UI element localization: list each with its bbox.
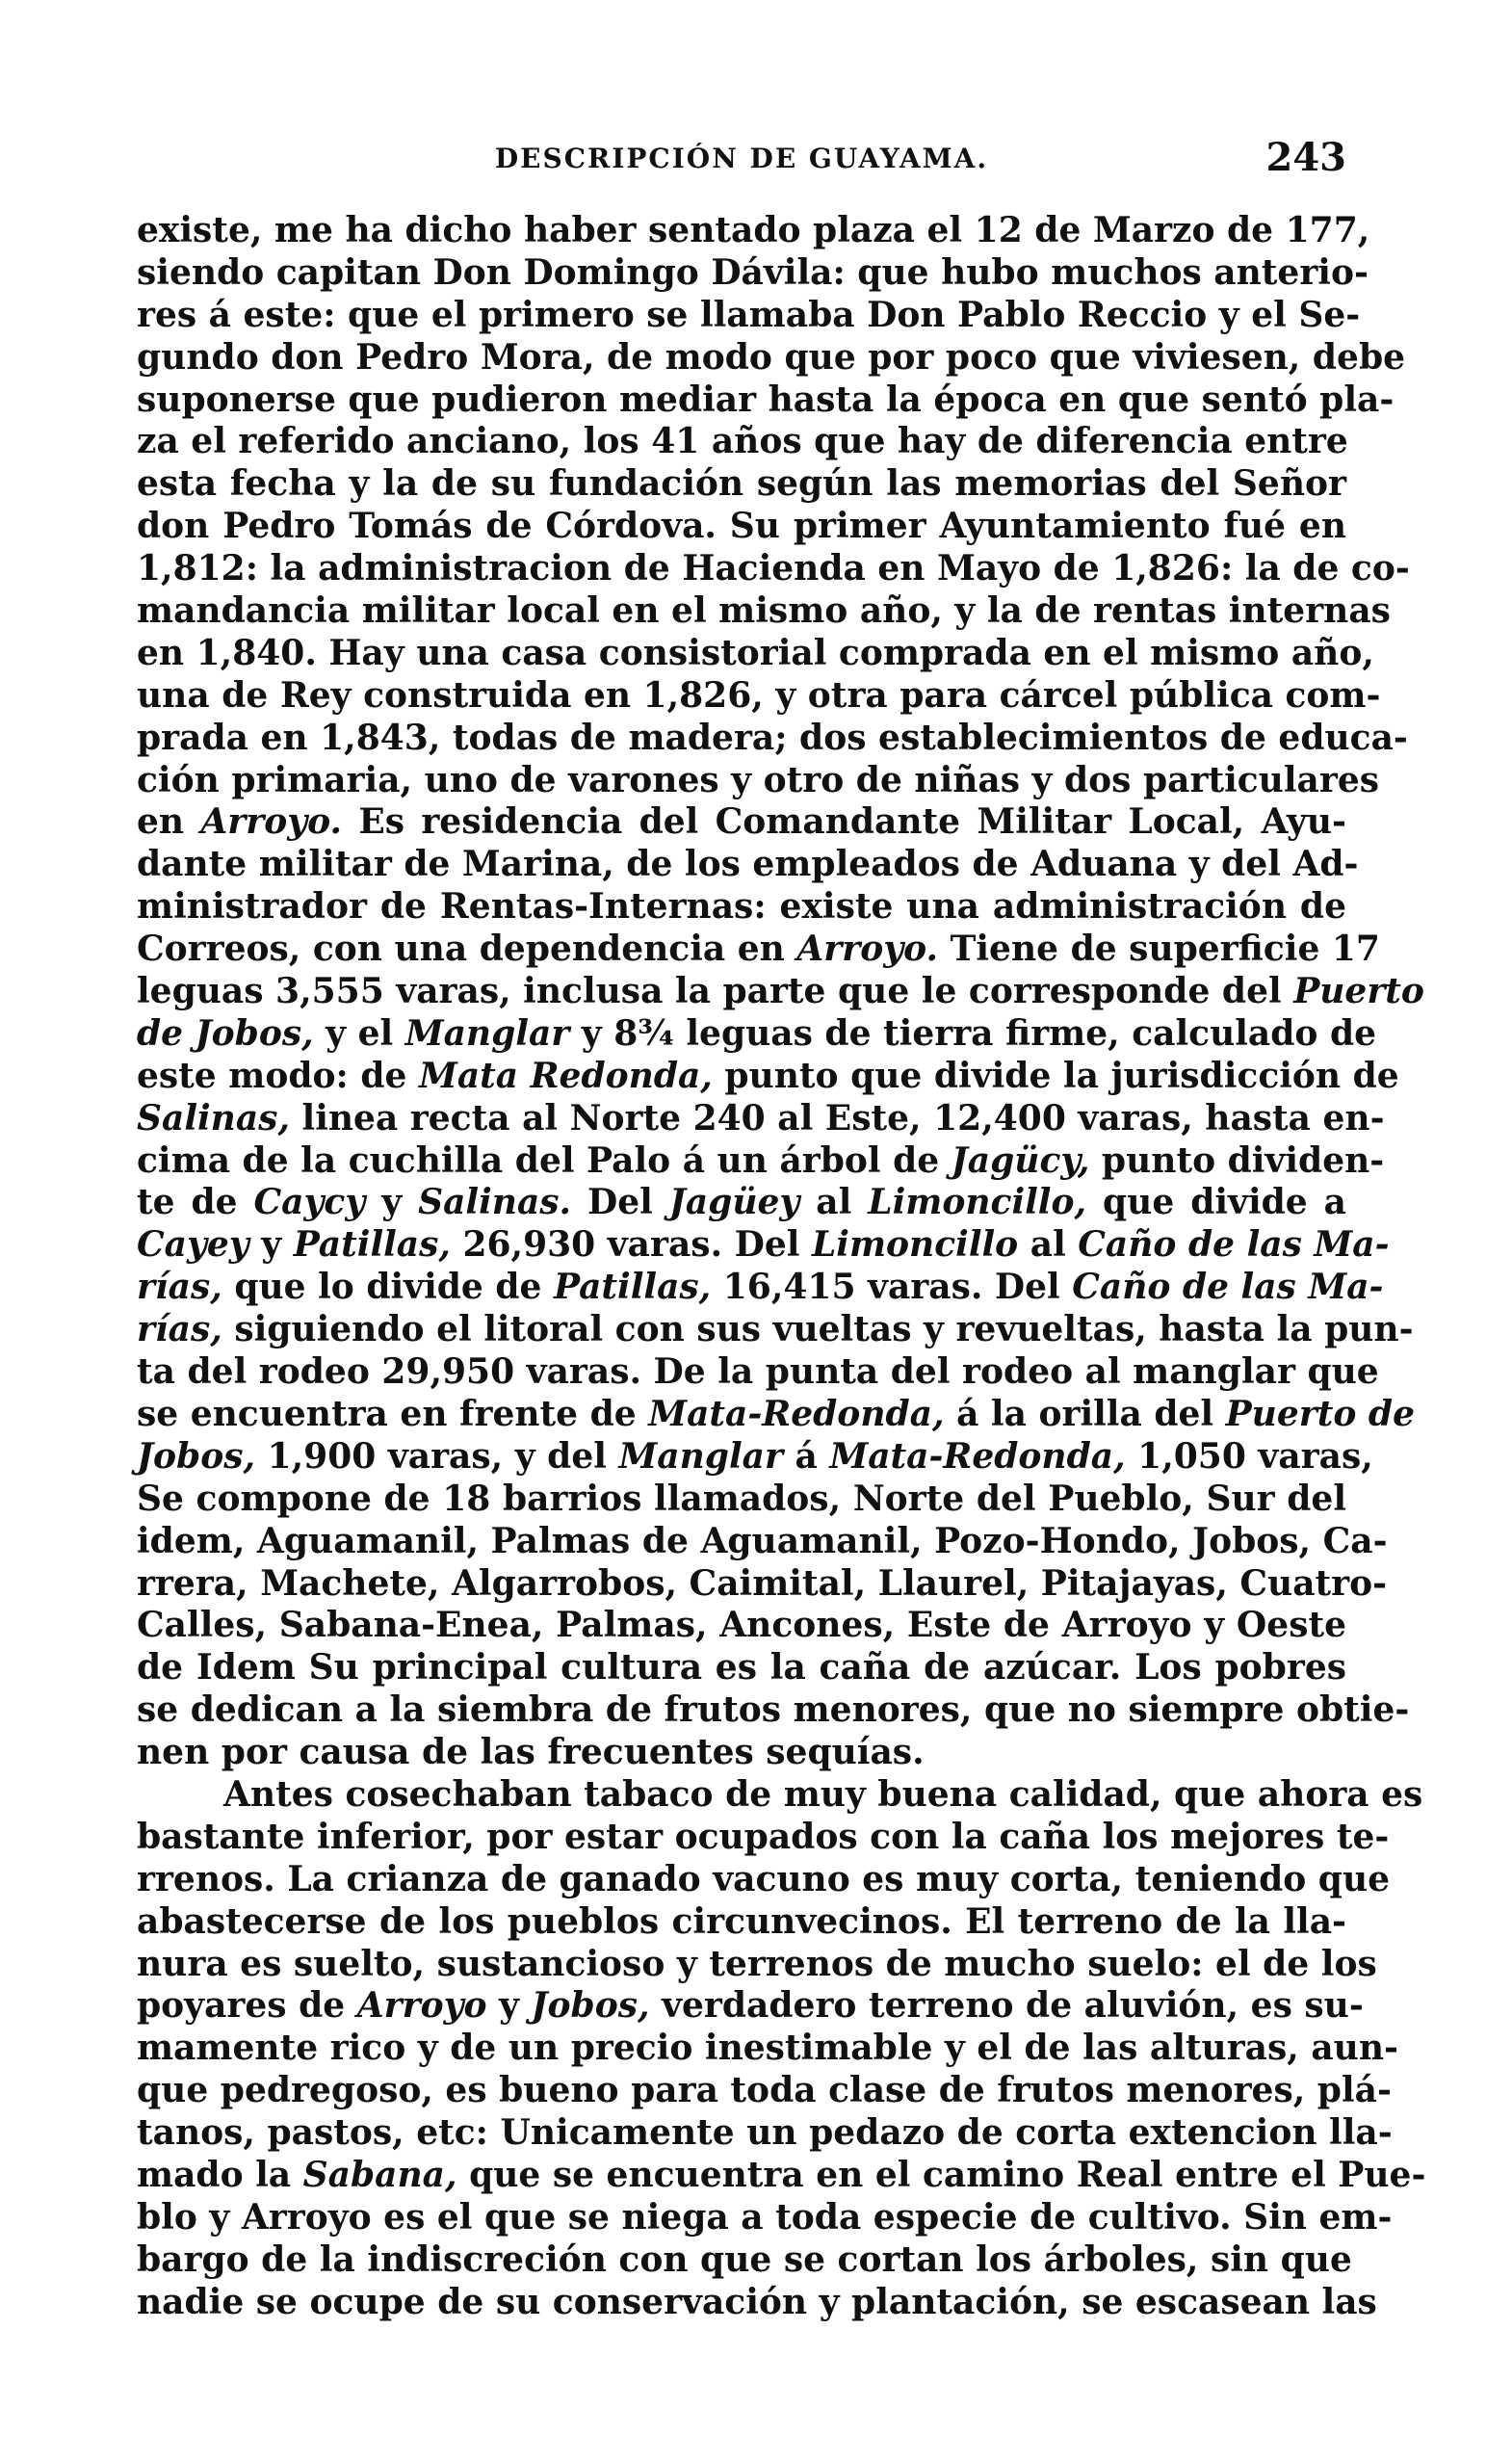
text-line: bastante inferior, por estar ocupados con la caña los mejores te- <box>137 1816 1390 1857</box>
text-line: rías, que lo divide de Patillas, 16,415 varas. Del Caño de las Ma- <box>137 1267 1384 1308</box>
text-line: nen por causa de las frecuentes sequías. <box>137 1732 925 1773</box>
text-line: Calles, Sabana-Enea, Palmas, Ancones, Este de Arroyo y Oeste <box>137 1605 1346 1646</box>
text-line: dante militar de Marina, de los empleados de Aduana y del Ad- <box>137 844 1359 885</box>
text-line: mamente rico y de un precio inestimable y el de las alturas, aun- <box>137 2028 1398 2069</box>
text-line: rrenos. La crianza de ganado vacuno es muy corta, teniendo que <box>137 1858 1391 1899</box>
text-line: blo y Arroyo es el que se niega a toda especie de cultivo. Sin em- <box>137 2196 1393 2238</box>
page-header <box>137 135 1346 202</box>
text-line: suponerse que pudieron mediar hasta la época en que sentó pla- <box>137 379 1395 420</box>
page-number: 243 <box>1265 135 1346 180</box>
text-line: 1,812: la administracion de Hacienda en Mayo de 1,826: la de co- <box>137 548 1410 589</box>
text-line: se dedican a la siembra de frutos menores, que no siempre obtie- <box>137 1689 1410 1731</box>
text-line: este modo: de Mata Redonda, punto que divide la jurisdicción de <box>137 1055 1399 1096</box>
text-line: nura es suelto, sustancioso y terrenos de mucho suelo: el de los <box>137 1943 1377 1984</box>
text-line: res á este: que el primero se llamaba Don Pablo Reccio y el Se- <box>137 294 1361 335</box>
text-line: de Jobos, y el Manglar y 8¾ leguas de tierra firme, calculado de <box>137 1012 1377 1054</box>
text-line: tanos, pastos, etc: Unicamente un pedazo de corta extencion lla- <box>137 2112 1393 2154</box>
text-line: poyares de Arroyo y Jobos, verdadero terreno de aluvión, es su- <box>137 1985 1364 2027</box>
text-line: Antes cosechaban tabaco de muy buena calidad, que ahora es <box>223 1773 1423 1815</box>
paragraph-p2 <box>137 1773 1426 2324</box>
text-line: cima de la cuchilla del Palo á un árbol de Jagücy, punto dividen- <box>137 1139 1385 1181</box>
text-line: se encuentra en frente de Mata-Redonda, á la orilla del Puerto de <box>137 1393 1415 1434</box>
text-line: Se compone de 18 barrios llamados, Norte del Pueblo, Sur del <box>137 1478 1346 1519</box>
text-line: ministrador de Rentas-Internas: existe una administración de <box>137 886 1346 928</box>
text-line: nadie se ocupe de su conservación y plantación, se escasean las <box>137 2281 1377 2322</box>
text-line: bargo de la indiscreción con que se cortan los árboles, sin que <box>137 2238 1352 2280</box>
text-line: de Idem Su principal cultura es la caña de azúcar. Los pobres <box>137 1647 1346 1689</box>
text-line: mandancia militar local en el mismo año, y la de rentas internas <box>137 590 1391 632</box>
text-line: siendo capitan Don Domingo Dávila: que hubo muchos anterio- <box>137 251 1369 293</box>
text-line: Jobos, 1,900 varas, y del Manglar á Mata-Redonda, 1,050 varas, <box>137 1435 1373 1477</box>
text-line: don Pedro Tomás de Córdova. Su primer Ayuntamiento fué en <box>137 506 1346 547</box>
text-line: Cayey y Patillas, 26,930 varas. Del Limoncillo al Caño de las Ma- <box>137 1224 1390 1266</box>
text-line: rrera, Machete, Algarrobos, Caimital, Llaurel, Pitajayas, Cuatro- <box>137 1562 1388 1604</box>
text-line: prada en 1,843, todas de madera; dos establecimientos de educa- <box>137 717 1408 758</box>
text-line: que pedregoso, es bueno para toda clase de frutos menores, plá- <box>137 2070 1392 2111</box>
text-line: una de Rey construida en 1,826, y otra para cárcel pública com- <box>137 674 1381 716</box>
text-line: te de Caycy y Salinas. Del Jagüey al Limoncillo, que divide a <box>137 1182 1346 1223</box>
text-line: gundo don Pedro Mora, de modo que por poco que viviesen, debe <box>137 336 1406 378</box>
text-line: leguas 3,555 varas, inclusa la parte que le corresponde del Puerto <box>137 971 1424 1012</box>
text-line: za el referido anciano, los 41 años que hay de diferencia entre <box>137 421 1348 462</box>
text-line: ta del rodeo 29,950 varas. De la punta del rodeo al manglar que <box>137 1351 1379 1393</box>
text-line: esta fecha y la de su fundación según las memorias del Señor <box>137 463 1346 505</box>
text-line: ción primaria, uno de varones y otro de niñas y dos particulares <box>137 759 1379 800</box>
text-line: mado la Sabana, que se encuentra en el camino Real entre el Pue- <box>137 2154 1426 2195</box>
text-line: Salinas, linea recta al Norte 240 al Este, 12,400 varas, hasta en- <box>137 1097 1385 1139</box>
running-head: DESCRIPCIÓN DE GUAYAMA. <box>494 143 989 174</box>
text-line: Correos, con una dependencia en Arroyo. Tiene de superficie 17 <box>137 929 1380 970</box>
paragraph-p1 <box>137 210 1424 1774</box>
text-line: en Arroyo. Es residencia del Comandante Militar Local, Ayu- <box>137 801 1346 843</box>
text-line: en 1,840. Hay una casa consistorial comprada en el mismo año, <box>137 632 1374 673</box>
text-line: rías, siguiendo el litoral con sus vueltas y revueltas, hasta la pun- <box>137 1309 1414 1350</box>
text-line: abastecerse de los pueblos circunvecinos. El terreno de la lla- <box>137 1900 1346 1942</box>
text-line: existe, me ha dicho haber sentado plaza el 12 de Marzo de 177, <box>137 210 1370 250</box>
body-text <box>137 210 1426 2324</box>
text-line: idem, Aguamanil, Palmas de Aguamanil, Pozo-Hondo, Jobos, Ca- <box>137 1520 1388 1561</box>
